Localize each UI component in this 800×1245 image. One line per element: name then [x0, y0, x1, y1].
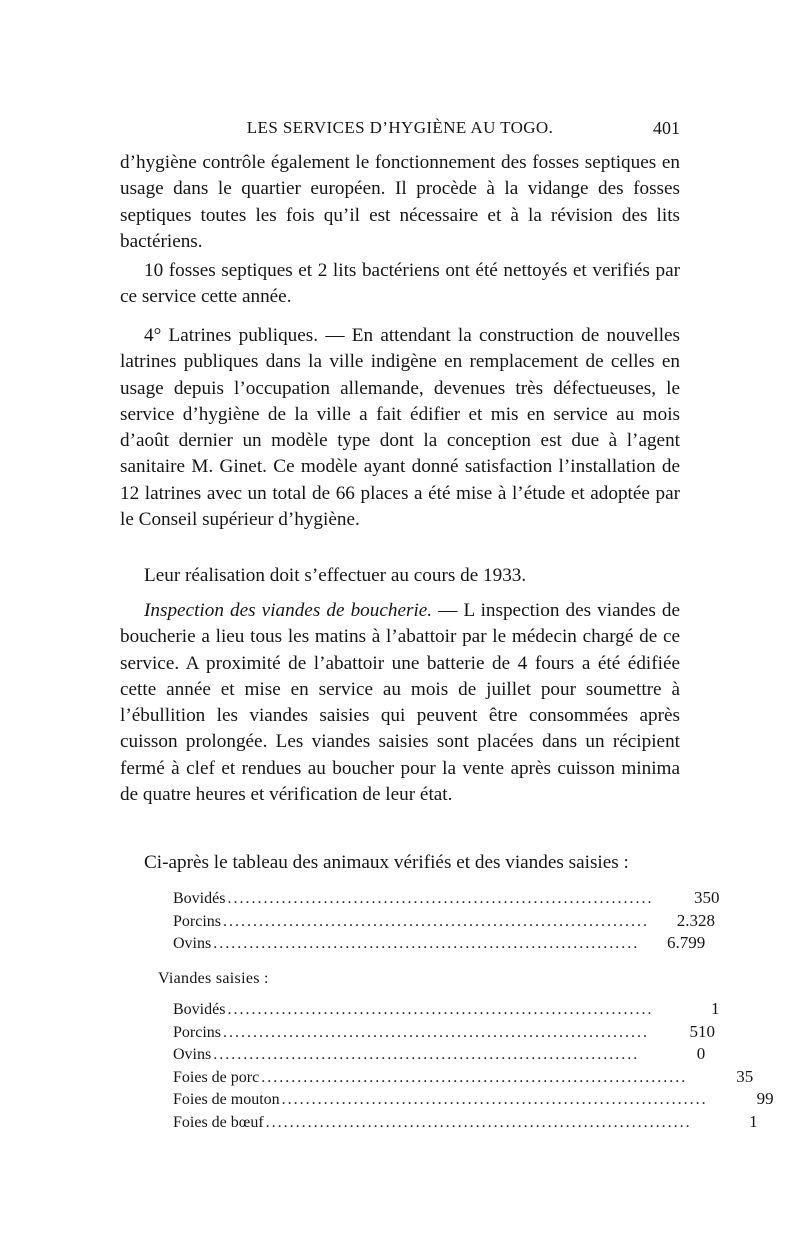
table-row — [173, 887, 720, 910]
dot-leader: ....................................................................... — [281, 1091, 708, 1108]
row-value: 6.799 — [666, 933, 706, 952]
row-label: Foies de porc — [173, 1068, 260, 1086]
meat-inspection-heading: Inspection des viandes de boucherie. — [144, 600, 433, 621]
row-value: 350 — [693, 888, 720, 907]
table-row — [173, 1066, 754, 1089]
row-value: 1 — [710, 999, 720, 1018]
dot-leader: ....................................................................... — [223, 1023, 649, 1041]
paragraph-septic-control: d’hygiène contrôle également le fonctionnement des fosses septiques en usage dans le quartier européen. Il procède à la vidange des fosses septiques toutes les fois qu’il est nécessaire et à la révision des lits bactériens. — [120, 152, 680, 252]
table-row — [173, 1088, 774, 1111]
row-value: 99 — [756, 1089, 774, 1108]
paragraph-realisation: Leur réalisation doit s’effectuer au cours de 1933. — [144, 565, 527, 586]
row-label: Porcins — [173, 912, 221, 930]
dot-leader: ....................................................................... — [265, 1113, 692, 1131]
paragraph-meat-inspection — [120, 598, 680, 808]
table-row — [173, 932, 706, 955]
table-row — [173, 998, 720, 1021]
dot-leader: ....................................................................... — [223, 912, 649, 930]
row-value: 0 — [696, 1044, 706, 1063]
paragraph-septic-cleaning: 10 fosses septiques et 2 lits bactériens ont été nettoyés et verifiés par ce service cette année. — [120, 260, 680, 308]
paragraph-table-intro: Ci-après le tableau des animaux vérifiés et des viandes saisies : — [144, 852, 629, 873]
row-value: 2.328 — [676, 910, 715, 930]
table-row — [173, 1043, 706, 1066]
row-label: Porcins — [173, 1023, 221, 1041]
row-value: 510 — [689, 1021, 715, 1041]
dot-leader: ....................................................................... — [227, 1001, 654, 1018]
row-label: Ovins — [173, 935, 212, 952]
table-row — [173, 1111, 758, 1134]
row-label: Bovidés — [173, 1001, 226, 1018]
meat-inspection-body: — L inspection des viandes de boucherie a lieu tous les matins à l’abattoir par le médecin chargé de ce service. A proximité de l’abattoir une batterie de 4 fours a été édifiée cette année et mise en service au mois de juillet pour soumettre à l’ébullition les viandes saisies qui peuvent être consommées après cuisson prolongée. Les viandes saisies sont placées dans un récipient fermé à clef et rendues au boucher pour la vente après cuisson minima de quatre heures et vérification de leur état. — [120, 600, 680, 806]
dot-leader: ....................................................................... — [261, 1068, 688, 1086]
row-label: Foies de bœuf — [173, 1113, 264, 1131]
running-title: LES SERVICES D’HYGIÈNE AU TOGO. — [246, 118, 554, 137]
latrines-heading: 4° Latrines publiques. — [144, 325, 319, 346]
animals-checked-table — [173, 887, 720, 955]
table-row — [173, 910, 715, 933]
table-row — [173, 1021, 715, 1044]
row-value: 1 — [749, 1111, 758, 1131]
row-label: Ovins — [173, 1046, 212, 1063]
row-value: 35 — [736, 1066, 754, 1086]
dot-leader: ....................................................................... — [213, 935, 640, 952]
row-label: Foies de mouton — [173, 1091, 280, 1108]
dot-leader: ....................................................................... — [227, 890, 654, 907]
latrines-body: — En attendant la construction de nouvelles latrines publiques dans la ville indigène en remplacement de celles en usage depuis l’occupation allemande, devenues très défectueuses, le service d’hygiène de la ville a fait édifier et mis en service au mois d’août dernier un modèle type dont la conception est due à l’agent sanitaire M. Ginet. Ce modèle ayant donné satisfaction l’installation de 12 latrines avec un total de 66 places a été mise à l’étude et adoptée par le Conseil supérieur d’hygiène. — [120, 325, 681, 531]
seized-meat-heading: Viandes saisies : — [158, 970, 269, 987]
seized-meat-table — [173, 998, 774, 1133]
dot-leader: ....................................................................... — [213, 1046, 640, 1063]
row-label: Bovidés — [173, 890, 226, 907]
page-header — [120, 118, 680, 144]
page-number: 401 — [653, 118, 680, 138]
paragraph-public-latrines — [120, 323, 680, 533]
